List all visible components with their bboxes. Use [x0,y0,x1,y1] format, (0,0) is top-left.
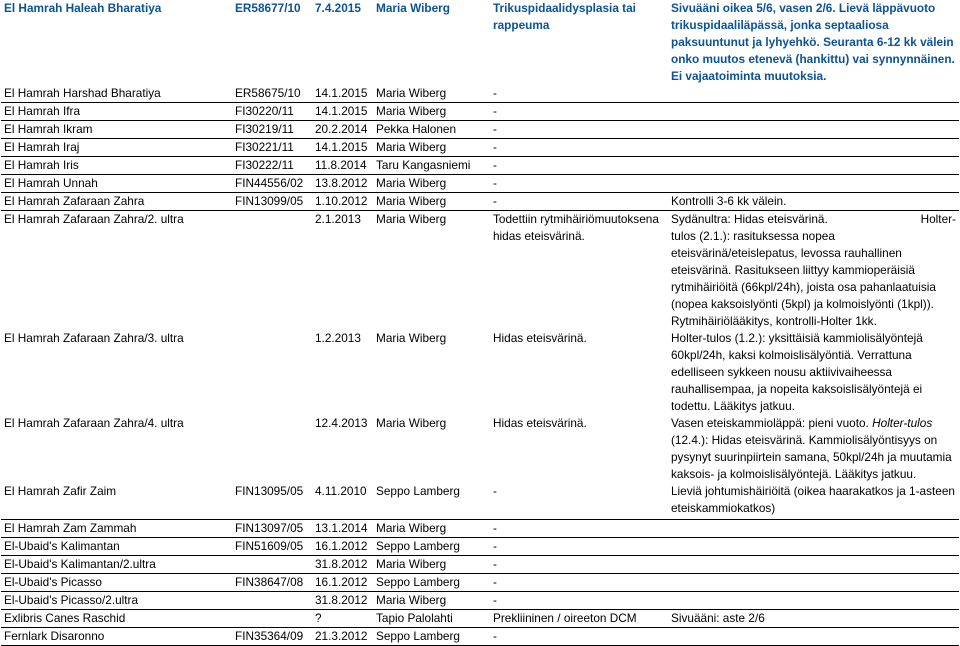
dog-name: El Hamrah Ifra [1,103,232,121]
finding: - [490,193,668,211]
examiner: Maria Wiberg [373,175,490,193]
finding: - [490,103,668,121]
finding: - [490,591,668,609]
registration-number [232,609,312,627]
table-row [1,0,959,85]
table-row [1,573,959,591]
dog-name: El-Ubaid's Kalimantan [1,537,232,555]
notes-part: Holter- [920,212,956,226]
examiner: Taru Kangasniemi [373,157,490,175]
exam-date: 21.3.2012 [312,627,373,645]
exam-date: 2.1.2013 [315,212,361,226]
notes [668,591,959,609]
finding: - [490,175,668,193]
notes-part: tulos (2.1.): rasituksessa nopea eteisvärinä/eteislepatus, levossa rauhallinen eteisvärinä. Rasitukseen liittyy kammioperäisiä rytmihäiriöitä (66kpl/24h), joista osa pahanlaatuisia (nopea kaksoislyönti (5kpl) ja kolmoislyönti (1kpl)). Rytmihäiriölääkitys, kontrolli-Holter 1kk. [671,229,936,328]
exam-date: 12.4.2013 [315,416,368,430]
dog-name: El Hamrah Iris [1,157,232,175]
notes: Holter-tulos (1.2.): yksittäisiä kammiolisälyöntejä 60kpl/24h, kaksi kolmoislisälyöntiä. Verrattuna edelliseen sykkeen nousu aktiivivaiheessa rauhallisempaa, ja nopeita kaksoislisälyöntejä ei todettu. Lääkitys jatkuu. [671,331,923,413]
finding: Prekliininen / oireeton DCM [490,609,668,627]
registration-number [232,330,312,415]
finding: Hidas eteisvärinä. [493,331,587,345]
notes-part: (12.4.): Hidas eteisvärinä. Kammiolisälyöntisyys on pysynyt suurinpiirtein samana, 50kpl/24h ja muutamia kaksois- ja kolmoislisälyöntejä. Lääkitys jatkuu. [671,433,952,481]
finding: - [490,483,668,519]
table-row [1,175,959,193]
exam-date: 31.8.2012 [312,555,373,573]
registration-number: FIN38647/08 [232,573,312,591]
examiner: Maria Wiberg [373,103,490,121]
notes-part: Holter-tulos [872,416,933,430]
registration-number: FIN13099/05 [232,193,312,211]
table-row [1,591,959,609]
finding: - [490,157,668,175]
notes: Lieviä johtumishäiriöitä (oikea haarakatkos ja 1-asteen eteiskammiokatkos) [668,483,959,519]
examiner: Tapio Palolahti [373,609,490,627]
exam-date: 16.1.2012 [312,573,373,591]
registration-number: FI30221/11 [232,139,312,157]
dog-name: El Hamrah Zafir Zaim [1,483,232,519]
notes [668,627,959,645]
notes: Sivuääni: aste 2/6 [668,609,959,627]
table-row [1,627,959,645]
finding: - [490,519,668,537]
examiner: Maria Wiberg [373,555,490,573]
examiner: Maria Wiberg [376,1,450,15]
notes [668,537,959,555]
exam-date: 4.11.2010 [312,483,373,519]
examiner: Maria Wiberg [373,193,490,211]
exam-date: ? [312,609,373,627]
notes [668,175,959,193]
notes [668,573,959,591]
exam-date: 1.10.2012 [312,193,373,211]
notes [668,415,959,483]
notes [668,157,959,175]
registration-number: ER58677/10 [235,1,301,15]
notes [668,555,959,573]
finding: Todettiin rytmihäiriömuutoksena hidas eteisvärinä. [493,212,659,243]
dog-name: El-Ubaid's Picasso [1,573,232,591]
dog-name: El Hamrah Zafaraan Zahra/4. ultra [4,416,184,430]
dog-name: Exlibris Canes Raschid [1,609,232,627]
registration-number: ER58675/10 [232,85,312,103]
examiner: Seppo Lamberg [373,537,490,555]
registration-number: FI30220/11 [232,103,312,121]
examiner: Pekka Halonen [373,121,490,139]
registration-number [232,555,312,573]
registration-number [232,415,312,483]
dog-name: El-Ubaid's Kalimantan/2.ultra [1,555,232,573]
dog-name: El Hamrah Unnah [1,175,232,193]
notes [668,85,959,103]
notes [668,211,959,331]
registration-number: FI30219/11 [232,121,312,139]
examiner: Seppo Lamberg [373,483,490,519]
exam-date: 14.1.2015 [312,139,373,157]
registration-number [232,211,312,331]
exam-date: 31.8.2012 [312,591,373,609]
exam-date: 7.4.2015 [315,1,361,15]
registration-number: FIN13095/05 [232,483,312,519]
dog-name: El Hamrah Iraj [1,139,232,157]
dog-name: El Hamrah Zam Zammah [1,519,232,537]
examiner: Seppo Lamberg [373,627,490,645]
dog-name: El Hamrah Haleah Bharatiya [4,1,162,15]
table-row [1,537,959,555]
dog-name: El Hamrah Zafaraan Zahra/2. ultra [4,212,184,226]
exam-date: 14.1.2015 [312,103,373,121]
examiner: Maria Wiberg [373,519,490,537]
table-row [1,157,959,175]
notes [668,139,959,157]
notes [668,103,959,121]
notes-part: Vasen eteiskammioläppä: pieni vuoto. [671,416,869,430]
dog-name: El Hamrah Harshad Bharatiya [1,85,232,103]
notes: Sivuääni oikea 5/6, vasen 2/6. Lievä läppävuoto trikuspidaaliläpässä, jonka septaaliosa paksuuntunut ja lyhyehkö. Seuranta 6-12 kk välein onko muutos etenevä (hankittu) vai synnynnäinen. Ei vajaatoiminta muutoksia. [671,1,955,83]
notes [668,121,959,139]
table-row [1,555,959,573]
table-row [1,121,959,139]
registration-number: FIN44556/02 [232,175,312,193]
finding: - [490,537,668,555]
table-row [1,519,959,537]
table-row [1,211,959,331]
examiner: Maria Wiberg [376,331,447,345]
exam-date: 16.1.2012 [312,537,373,555]
registration-number: FIN13097/05 [232,519,312,537]
registration-number: FIN51609/05 [232,537,312,555]
registration-number: FIN35364/09 [232,627,312,645]
table-row [1,139,959,157]
examiner: Maria Wiberg [373,139,490,157]
notes-part: Sydänultra: Hidas eteisvärinä. [671,212,828,226]
table-row [1,193,959,211]
table-row [1,483,959,519]
table-row [1,103,959,121]
exam-date: 13.1.2014 [312,519,373,537]
dog-name: El Hamrah Zafaraan Zahra [1,193,232,211]
table-row [1,609,959,627]
exam-date: 20.2.2014 [312,121,373,139]
finding: - [490,573,668,591]
examiner: Seppo Lamberg [373,573,490,591]
notes: Kontrolli 3-6 kk välein. [668,193,959,211]
exam-date: 13.8.2012 [312,175,373,193]
table-row [1,330,959,415]
table-row [1,415,959,483]
examiner: Maria Wiberg [376,212,447,226]
exam-date: 14.1.2015 [312,85,373,103]
examiner: Maria Wiberg [373,85,490,103]
finding: Trikuspidaalidysplasia tai rappeuma [493,1,636,32]
finding: - [490,555,668,573]
examiner: Maria Wiberg [373,591,490,609]
finding: - [490,139,668,157]
examiner: Maria Wiberg [376,416,447,430]
registration-number: FI30222/11 [232,157,312,175]
exam-date: 1.2.2013 [315,331,361,345]
registration-number [232,591,312,609]
finding: - [490,627,668,645]
dog-name: Fernlark Disaronno [1,627,232,645]
exam-date: 11.8.2014 [312,157,373,175]
dog-name: El Hamrah Ikram [1,121,232,139]
table-row [1,85,959,103]
finding: Hidas eteisvärinä. [493,416,587,430]
finding: - [490,85,668,103]
finding: - [490,121,668,139]
dog-name: El Hamrah Zafaraan Zahra/3. ultra [4,331,184,345]
notes [668,519,959,537]
dog-name: El-Ubaid's Picasso/2.ultra [1,591,232,609]
